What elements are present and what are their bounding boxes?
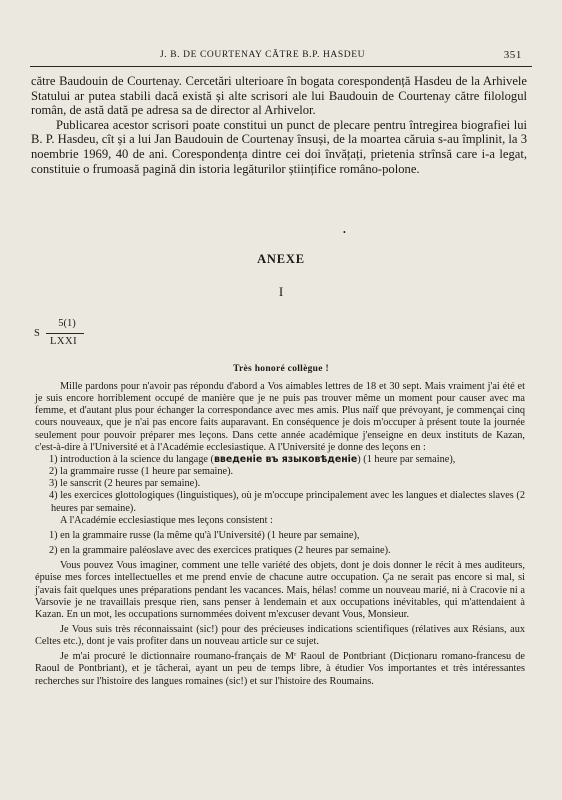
list-item: 3) le sanscrit (2 heures par semaine).: [49, 478, 201, 490]
page-number: 351: [503, 49, 522, 61]
signature-fraction-bar: [46, 333, 84, 334]
annex-heading: ANEXE: [257, 252, 305, 266]
running-header: [30, 50, 532, 64]
letter-paragraph: Mille pardons pour n'avoir pas répondu d'abord a Vos aimables lettres de 18 et 30 sept. Mais vraiment j'ai été et je suis encore horriblement occupé de manière que je ne puis pas trouver même un moment pour causer avec ma femme, et d'autant plus pour échanger la correspondance avec mes amis. Plus naïf que prévoyant, je commençai cinq cours nouveaux, que je n'ai pas encore faits auparavant. En conséquence je dois m'occuper à présent toute la journée seulement pour pouvoir préparer mes leçons. Dans cette année académique j'enseigne en deux instituts de Kazan, c'est-à-dire à l'Université et à l'Académie ecclesiastique. A l'Université je donne des leçons en :: [35, 381, 525, 453]
cyrillic-title: введенiе въ языковѣденiе: [213, 453, 358, 465]
body-text: [31, 74, 527, 176]
letter-text: [35, 381, 525, 688]
signature-numerator: 5(1): [58, 318, 76, 329]
paragraph: Publicarea acestor scrisori poate constitui un punct de plecare pentru întregirea biografiei lui B. P. Hasdeu, cît și a lui Jan Baudouin de Courtenay însuși, de la moartea căruia s-au împlinit, la 3 noembrie 1969, 40 de ani. Corespondența dintre cei doi învățați, prietenia strînsă care i-a legat, constituie o frumoasă pagină din istoria legăturilor științifice româno-polone.: [31, 117, 527, 176]
signature-denominator: LXXI: [50, 336, 78, 347]
letter-paragraph: Je m'ai procuré le dictionnaire roumano-français de Mʳ Raoul de Pontbriant (Dicționaru romano-francesu de Raoul de Pontbriant), et je tâcherai, ayant un peu de temps libre, à étudier Vos importantes et très intéressantes recherches sur l'histoire des langues romaines (sic!) et sur l'histoire des Roumains.: [35, 651, 525, 687]
archive-signature: [34, 318, 94, 358]
list-item: 1) en la grammaire russe (la même qu'à l'Université) (1 heure par semaine),: [49, 529, 360, 541]
paragraph: către Baudouin de Courtenay. Cercetări ulterioare în bogata corespondență Hasdeu de la Arhivele Statului ar putea stabili dacă există și alte scrisori ale lui Baudouin de Courtenay către filologul român, de astă dată pe adresa sa de director al Arhivelor.: [31, 74, 527, 118]
list-item: 1) introduction à la science du langage (введенiе въ языковѣденiе) (1 heure par semaine),: [49, 453, 456, 465]
running-title: J. B. DE COURTENAY CĂTRE B.P. HASDEU: [160, 50, 366, 60]
list-item: 2) en la grammaire paléoslave avec des exercices pratiques (2 heures par semaine).: [49, 545, 391, 557]
header-rule: [30, 66, 532, 67]
ink-dot: •: [343, 228, 346, 237]
signature-prefix: S: [34, 328, 40, 339]
list-item: 2) la grammaire russe (1 heure par semaine).: [49, 466, 234, 478]
letter-paragraph: Je Vous suis très réconnaissaint (sic!) pour des précieuses indications scientifiques (rélatives aux Résians, aux Celtes etc.), dont je vais profiter dans un nouveau article sur ce sujet.: [35, 623, 525, 648]
annex-numeral: I: [278, 284, 284, 299]
letter-paragraph: Vous pouvez Vous imaginer, comment une telle variété des objets, dont je dois donner le récit à mes auditeurs, épuise mes forces intellectuelles et me prend envie de chacune autre occupation. Ça ne serait pas encore si mal, si j'avais fait quelques unes préparations pendant les vacances. Mais, hélas! comme un nouveau marié, ni à Cracovie ni a Varsovie je ne travaillais presque rien, sans penser à lendemain et aux occupations inévitables, qui m'attendaient à Kazan. En un mot, les occupations surnommées doivent m'excuser devant Vous, Monsieur.: [35, 560, 525, 620]
list-item: 4) les exercices glottologiques (linguistiques), où je m'occupe principalement avec les langues et dialectes slaves (2 heures par semaine).: [49, 490, 525, 514]
letter-salutation: Très honoré collègue !: [233, 364, 329, 374]
letter-paragraph: A l'Académie ecclesiastique mes leçons consistent :: [60, 514, 273, 526]
